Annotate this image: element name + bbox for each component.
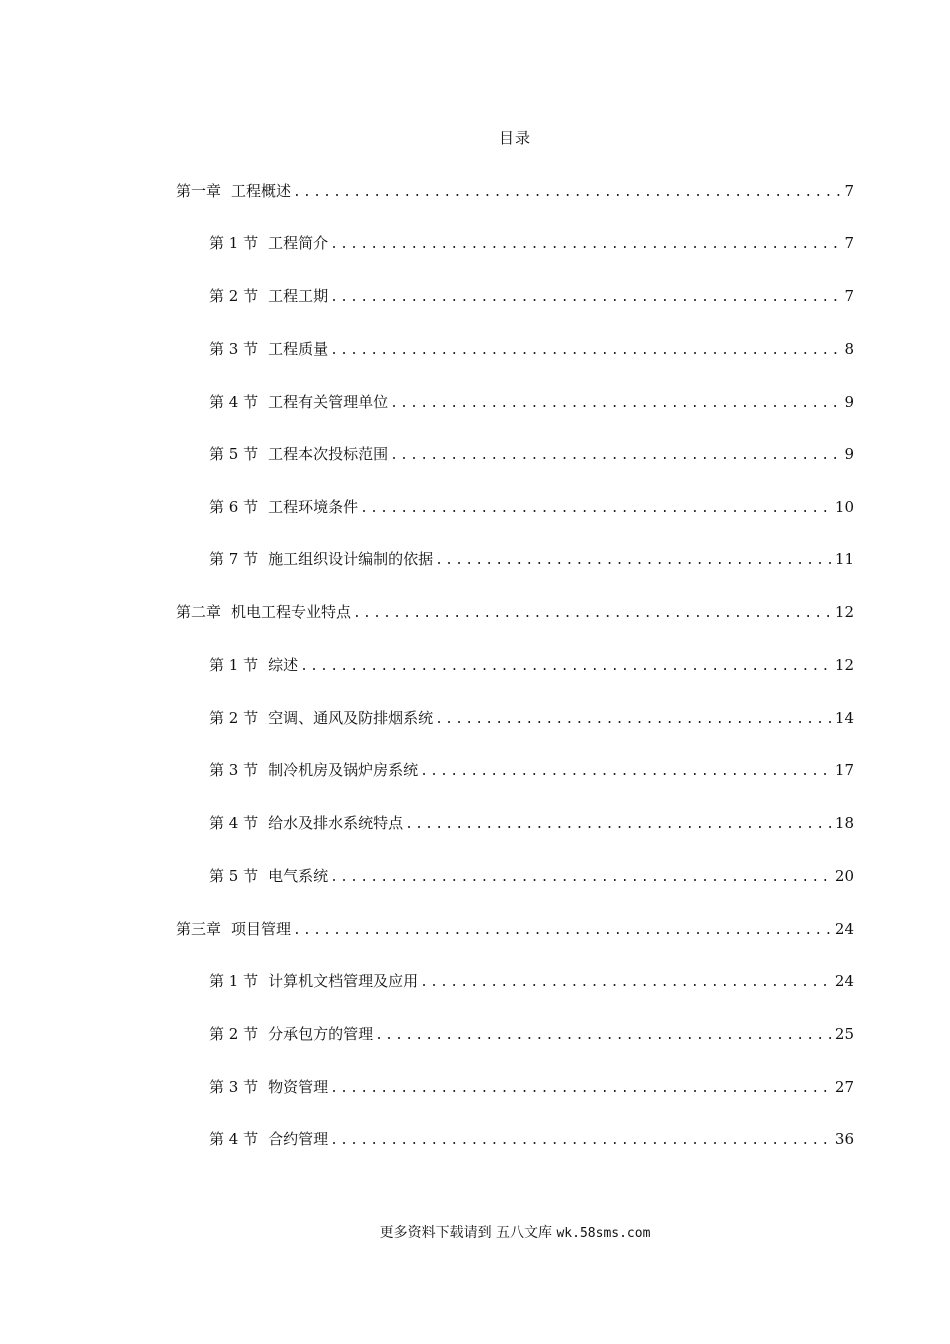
dot-leader — [435, 710, 833, 730]
toc-entry-title: 工程本次投标范围 — [268, 445, 389, 463]
dot-leader — [330, 1131, 833, 1151]
toc-entry-number: 第 7 节 — [209, 550, 259, 568]
toc-entry[interactable] — [209, 233, 854, 255]
dot-leader — [405, 815, 833, 835]
toc-entry-title: 合约管理 — [268, 1130, 329, 1148]
toc-entry-page: 9 — [844, 393, 854, 411]
dot-leader — [390, 394, 842, 414]
footer-link[interactable]: wk.58sms.com — [556, 1226, 651, 1241]
toc-entry-page: 18 — [834, 814, 854, 832]
toc-entry-number: 第 4 节 — [209, 393, 259, 411]
toc-entry-title: 给水及排水系统特点 — [268, 814, 404, 832]
footer-text: 更多资料下载请到 五八文库 — [379, 1225, 553, 1241]
toc-entry[interactable] — [209, 760, 854, 782]
toc-entry[interactable] — [176, 919, 854, 941]
toc-entry-page: 11 — [834, 550, 854, 568]
dot-leader — [330, 868, 833, 888]
toc-entry-title: 项目管理 — [231, 920, 292, 938]
toc-entry-page: 25 — [834, 1025, 854, 1043]
toc-entry-title: 电气系统 — [268, 867, 329, 885]
toc-entry[interactable] — [176, 602, 854, 624]
toc-entry-title: 工程概述 — [231, 182, 292, 200]
toc-entry-title: 机电工程专业特点 — [231, 603, 352, 621]
toc-entry[interactable] — [209, 497, 854, 519]
toc-entry-page: 24 — [834, 972, 854, 990]
toc-entry-number: 第 1 节 — [209, 656, 259, 674]
toc-entry-title: 分承包方的管理 — [268, 1025, 374, 1043]
toc-entry[interactable] — [176, 181, 854, 203]
toc-entry-title: 制冷机房及锅炉房系统 — [268, 761, 419, 779]
toc-entry[interactable] — [209, 1077, 854, 1099]
toc-entry-page: 36 — [834, 1130, 854, 1148]
toc-entry-title: 工程简介 — [268, 234, 329, 252]
toc-entry-number: 第 2 节 — [209, 287, 259, 305]
toc-entry-page: 10 — [834, 498, 854, 516]
toc-entry-title: 空调、通风及防排烟系统 — [268, 709, 434, 727]
toc-entry-page: 24 — [834, 920, 854, 938]
toc-entry-number: 第 2 节 — [209, 1025, 259, 1043]
dot-leader — [300, 657, 833, 677]
dot-leader — [390, 446, 842, 466]
toc-entry-number: 第 3 节 — [209, 340, 259, 358]
toc-entry-number: 第 3 节 — [209, 1078, 259, 1096]
toc-entry-title: 施工组织设计编制的依据 — [268, 550, 434, 568]
toc-entry[interactable] — [209, 549, 854, 571]
toc-entry[interactable] — [209, 444, 854, 466]
toc-entry-page: 12 — [834, 603, 854, 621]
dot-leader — [330, 1079, 833, 1099]
toc-entry-title: 物资管理 — [268, 1078, 329, 1096]
toc-entry-title: 工程质量 — [268, 340, 329, 358]
toc-entry-page: 9 — [844, 445, 854, 463]
toc-entry-number: 第一章 — [176, 182, 222, 200]
toc-entry-page: 27 — [834, 1078, 854, 1096]
toc-entry-page: 12 — [834, 656, 854, 674]
page-footer — [0, 1222, 950, 1242]
dot-leader — [293, 183, 842, 203]
toc-entry[interactable] — [209, 286, 854, 308]
toc-entry[interactable] — [209, 1129, 854, 1151]
toc-entry[interactable] — [209, 971, 854, 993]
dot-leader — [330, 341, 842, 361]
toc-entry[interactable] — [209, 1024, 854, 1046]
toc-entry-title: 工程有关管理单位 — [268, 393, 389, 411]
toc-entry-page: 17 — [834, 761, 854, 779]
dot-leader — [293, 921, 833, 941]
dot-leader — [420, 973, 833, 993]
dot-leader — [435, 551, 833, 571]
toc-entry-title: 计算机文档管理及应用 — [268, 972, 419, 990]
dot-leader — [375, 1026, 833, 1046]
toc-entry-number: 第 1 节 — [209, 234, 259, 252]
toc-entry-number: 第 3 节 — [209, 761, 259, 779]
toc-entry-number: 第 6 节 — [209, 498, 259, 516]
toc-entry-number: 第 4 节 — [209, 814, 259, 832]
toc-entry-page: 7 — [844, 234, 854, 252]
toc-entry-page: 8 — [844, 340, 854, 358]
toc-entry[interactable] — [209, 655, 854, 677]
toc-title: 目录 — [498, 129, 531, 147]
toc-entry-title: 工程环境条件 — [268, 498, 359, 516]
toc-entry[interactable] — [209, 813, 854, 835]
dot-leader — [360, 499, 833, 519]
toc-entry-page: 14 — [834, 709, 854, 727]
dot-leader — [330, 235, 842, 255]
dot-leader — [353, 604, 833, 624]
toc-entry-number: 第 4 节 — [209, 1130, 259, 1148]
dot-leader — [420, 762, 833, 782]
toc-entry-number: 第 5 节 — [209, 867, 259, 885]
toc-entry-page: 7 — [844, 182, 854, 200]
toc-entry[interactable] — [209, 392, 854, 414]
toc-entry-number: 第三章 — [176, 920, 222, 938]
toc-entry-number: 第 5 节 — [209, 445, 259, 463]
toc-entry-title: 综述 — [268, 656, 299, 674]
toc-entry[interactable] — [209, 866, 854, 888]
toc-entry-title: 工程工期 — [268, 287, 329, 305]
dot-leader — [330, 288, 842, 308]
toc-entry-number: 第二章 — [176, 603, 222, 621]
toc-entry[interactable] — [209, 339, 854, 361]
toc-entry-number: 第 1 节 — [209, 972, 259, 990]
toc-entry-number: 第 2 节 — [209, 709, 259, 727]
toc-entry-page: 20 — [834, 867, 854, 885]
toc-entry-page: 7 — [844, 287, 854, 305]
toc-entry[interactable] — [209, 708, 854, 730]
